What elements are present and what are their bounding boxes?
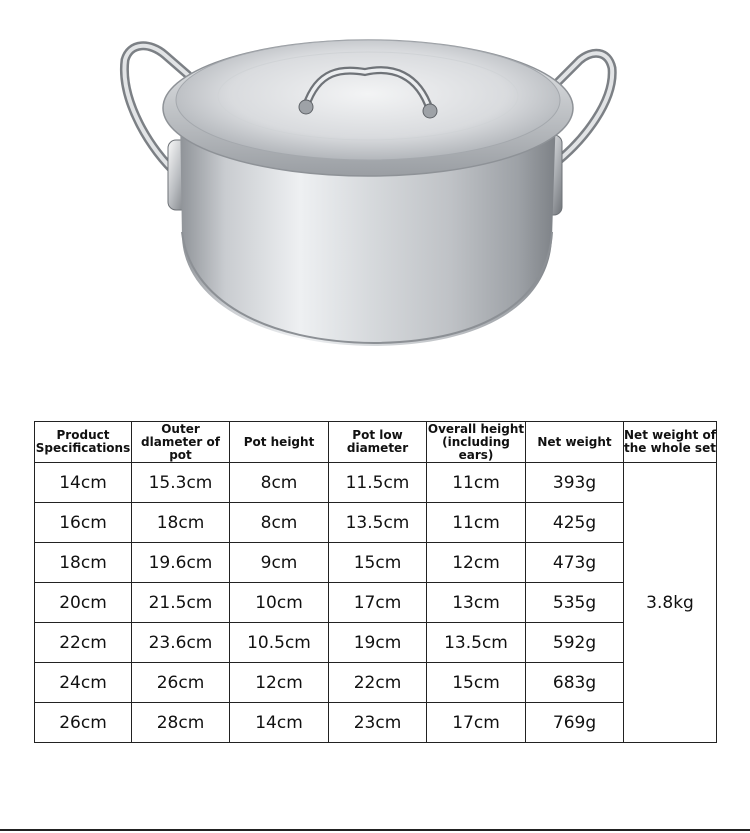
cell-pot-height: 10cm [230,583,329,623]
cell-pot-height: 8cm [230,463,329,503]
header-pot-low-diameter: Pot low diameter [329,422,427,463]
header-pot-height: Pot height [230,422,329,463]
cell-set-weight: 3.8kg [624,463,717,743]
cell-outer-diameter: 21.5cm [132,583,230,623]
cell-net-weight: 393g [526,463,624,503]
cell-size: 18cm [35,543,132,583]
cell-low-diameter: 15cm [329,543,427,583]
cell-size: 14cm [35,463,132,503]
cell-pot-height: 9cm [230,543,329,583]
cell-pot-height: 14cm [230,703,329,743]
cell-outer-diameter: 26cm [132,663,230,703]
cell-size: 20cm [35,583,132,623]
cell-low-diameter: 17cm [329,583,427,623]
header-outer-diameter: Outer dlameter of pot [132,422,230,463]
table-row [35,463,717,503]
table-row [35,703,717,743]
cell-outer-diameter: 18cm [132,503,230,543]
table-row [35,543,717,583]
cell-overall-height: 11cm [427,463,526,503]
cell-pot-height: 8cm [230,503,329,543]
header-set-weight: Net weight of the whole set [624,422,717,463]
cell-net-weight: 425g [526,503,624,543]
cell-size: 24cm [35,663,132,703]
cell-outer-diameter: 23.6cm [132,623,230,663]
header-net-weight: Net weight [526,422,624,463]
cell-pot-height: 12cm [230,663,329,703]
cell-low-diameter: 13.5cm [329,503,427,543]
cell-net-weight: 535g [526,583,624,623]
cell-outer-diameter: 19.6cm [132,543,230,583]
cell-overall-height: 15cm [427,663,526,703]
cell-outer-diameter: 28cm [132,703,230,743]
cell-low-diameter: 19cm [329,623,427,663]
cell-net-weight: 592g [526,623,624,663]
bottom-divider [0,829,750,831]
cell-outer-diameter: 15.3cm [132,463,230,503]
cell-net-weight: 769g [526,703,624,743]
table-row [35,623,717,663]
table-row [35,663,717,703]
cell-overall-height: 17cm [427,703,526,743]
cell-net-weight: 683g [526,663,624,703]
cell-size: 22cm [35,623,132,663]
table-row [35,583,717,623]
header-overall-height: Overall height (including ears) [427,421,525,462]
cell-pot-height: 10.5cm [230,623,329,663]
stock-pot-image [0,0,750,380]
cell-overall-height: 13cm [427,583,526,623]
table-header-row [35,422,717,463]
cell-size: 16cm [35,503,132,543]
cell-overall-height: 11cm [427,503,526,543]
cell-size: 26cm [35,703,132,743]
cell-low-diameter: 11.5cm [329,463,427,503]
cell-overall-height: 13.5cm [427,623,526,663]
cell-overall-height: 12cm [427,543,526,583]
cell-low-diameter: 22cm [329,663,427,703]
table-row [35,503,717,543]
cell-low-diameter: 23cm [329,703,427,743]
cell-net-weight: 473g [526,543,624,583]
header-product-specifications: Product Specifications [35,422,132,463]
specifications-table [34,421,717,743]
